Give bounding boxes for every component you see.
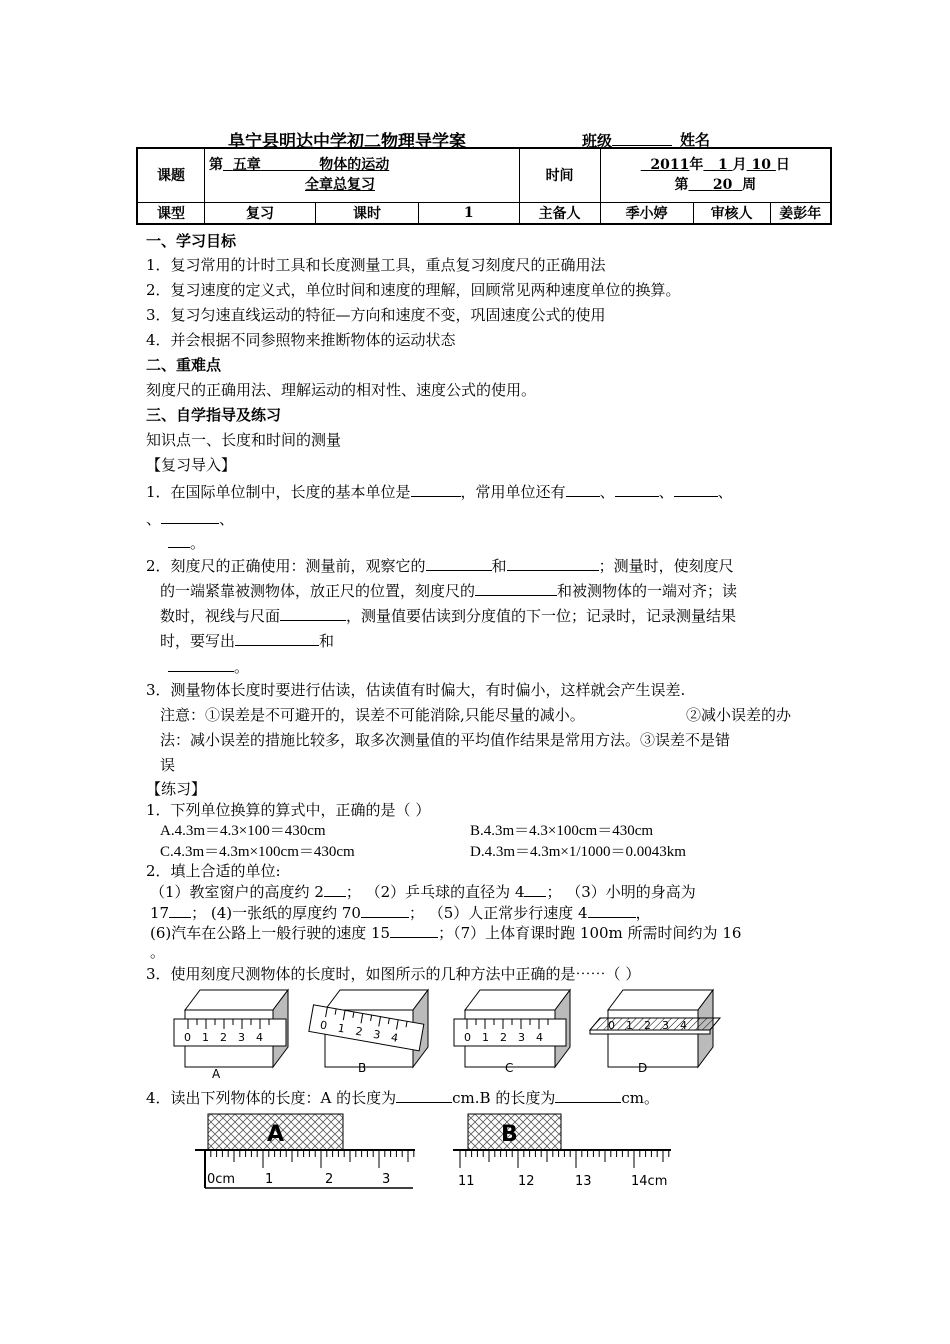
q1-blank-3[interactable]	[615, 481, 659, 497]
fig-label-c: C	[505, 1061, 514, 1075]
q1-blank-6[interactable]	[168, 532, 190, 548]
ruler-b-label-3: 14cm	[631, 1174, 668, 1189]
fig-label-b: B	[358, 1061, 367, 1075]
ruler-b-label-0: 11	[458, 1174, 475, 1189]
period-label: 课时	[316, 202, 419, 224]
p1-option-a[interactable]: A.4.3m＝4.3×100＝430cm	[160, 823, 326, 839]
year: 2011	[650, 157, 690, 174]
note-line1: 注意：①误差是不可避开的，误差不可能消除,只能尽量的减小。	[160, 706, 585, 724]
q3-text: 3．测量物体长度时要进行估读，估读值有时偏大，有时偏小，这样就会产生误差.	[146, 681, 686, 699]
length-reading-figure	[195, 1110, 685, 1195]
year-unit: 年	[689, 157, 704, 174]
q1-blank-2[interactable]	[566, 481, 600, 497]
note-line1b: ②减小误差的办	[686, 706, 792, 724]
fig-c-tick-2: 2	[500, 1031, 507, 1044]
q2-blank-6[interactable]	[168, 656, 234, 672]
ruler-a-label-3: 3	[382, 1172, 391, 1187]
q1-line1: 1．在国际单位制中，长度的基本单位是 ，常用单位还有 、 、 、	[146, 483, 733, 501]
week: 20	[712, 177, 733, 194]
class-label: 班级	[582, 132, 613, 150]
note-line3: 误	[160, 756, 176, 774]
fig-a-tick-3: 3	[238, 1031, 245, 1044]
info-table	[136, 147, 832, 225]
p1-option-c[interactable]: C.4.3m＝4.3m×100cm＝430cm	[160, 844, 355, 860]
q2-line3: 数时，视线与尺面 ，测量值要估读到分度值的下一位；记录时，记录测量结果	[160, 607, 737, 625]
q1-blank-4[interactable]	[674, 481, 718, 497]
p2-blank-6[interactable]	[390, 922, 438, 938]
topic-cell	[205, 148, 520, 202]
fig-d-tick-4: 4	[680, 1019, 687, 1032]
chapter-prefix: 第	[209, 157, 223, 174]
q2-blank-3[interactable]	[475, 580, 557, 596]
p2-line1: （1）教室窗户的高度约 2 ； （2）乒乓球的直径为 4 ； （3）小明的身高为	[150, 883, 696, 901]
review-tag: 【复习导入】	[146, 456, 237, 474]
knowledge-point-1: 知识点一、长度和时间的测量	[146, 431, 342, 449]
p2-question: 2．填上合适的单位:	[146, 862, 281, 880]
ruler-a-label-0: 0cm	[207, 1172, 236, 1187]
fig-label-d: D	[638, 1061, 648, 1075]
sec1-item-4: 4．并会根据不同参照物来推断物体的运动状态	[146, 331, 456, 349]
fig-b-tick-2: 2	[354, 1024, 364, 1039]
sec2-heading: 二、重难点	[146, 356, 222, 374]
q1-line3: 。	[168, 532, 205, 553]
preparer-label: 主备人	[519, 202, 600, 224]
day-unit: 日	[775, 157, 790, 174]
type-label: 课型	[137, 202, 205, 224]
month-unit: 月	[732, 157, 747, 174]
fig-b-tick-3: 3	[372, 1027, 382, 1042]
figure-b	[309, 990, 428, 1075]
q2-line1: 2．刻度尺的正确使用：测量前，观察它的 和 ；测量时，使刻度尺	[146, 557, 734, 575]
fig-d-tick-3: 3	[662, 1019, 669, 1032]
fig-c-tick-0: 0	[464, 1031, 471, 1044]
p2-blank-1[interactable]	[324, 881, 346, 897]
p2-blank-4[interactable]	[361, 902, 409, 918]
block-a-label: A	[267, 1122, 285, 1147]
fig-c-tick-4: 4	[536, 1031, 543, 1044]
p1-option-d[interactable]: D.4.3m＝4.3m×1/1000＝0.0043km	[470, 844, 686, 860]
sec1-item-3: 3．复习匀速直线运动的特征—方向和速度不变，巩固速度公式的使用	[146, 306, 606, 324]
fig-d-tick-2: 2	[644, 1019, 651, 1032]
ruler-methods-figure	[160, 985, 730, 1080]
topic-label: 课题	[137, 148, 205, 202]
ruler-a-label-2: 2	[325, 1172, 334, 1187]
practice-tag: 【练习】	[146, 780, 207, 798]
p4-blank-b[interactable]	[555, 1087, 621, 1103]
p2-blank-5[interactable]	[588, 902, 636, 918]
note-line2: 法：减小误差的措施比较多，取多次测量值的平均值作结果是常用方法。③误差不是错	[160, 731, 731, 749]
p2-line2: 17 ； (4)一张纸的厚度约 70 ； （5）人正常步行速度 4 ，	[150, 904, 651, 922]
figure-a	[174, 990, 288, 1080]
q2-blank-4[interactable]	[280, 605, 346, 621]
p4-line: 4．读出下列物体的长度：A 的长度为 cm.B 的长度为 cm。	[146, 1089, 659, 1107]
p2-line3: (6)汽车在公路上一般行驶的速度 15 ；（7）上体育课时跑 100m 所需时间约为 16	[150, 924, 742, 942]
type-value: 复习	[205, 202, 316, 224]
chapter: 五章 物体的运动	[232, 157, 390, 174]
ruler-b-label-2: 13	[575, 1174, 592, 1189]
sec1-item-2: 2．复习速度的定义式，单位时间和速度的理解，回顾常见两种速度单位的换算。	[146, 281, 681, 299]
fig-a-tick-0: 0	[184, 1031, 191, 1044]
chapter-title: 物体的运动	[319, 157, 390, 174]
fig-b-tick-0: 0	[319, 1018, 329, 1033]
subtitle: 全章总复习	[305, 177, 375, 194]
preparer: 季小婷	[600, 202, 693, 224]
q2-line5: 。	[168, 656, 249, 677]
p2-line4: 。	[150, 943, 166, 961]
figure-c	[454, 990, 570, 1075]
sec1-heading: 一、学习目标	[146, 232, 237, 250]
fig-c-tick-1: 1	[482, 1031, 489, 1044]
p3-question: 3．使用刻度尺测物体的长度时，如图所示的几种方法中正确的是⋯⋯（ ）	[146, 965, 641, 983]
sec1-item-1: 1．复习常用的计时工具和长度测量工具，重点复习刻度尺的正确用法	[146, 256, 606, 274]
q2-line2: 的一端紧靠被测物体，放正尺的位置，刻度尺的 和被测物体的一端对齐；读	[160, 582, 738, 600]
p4-blank-a[interactable]	[396, 1087, 452, 1103]
time-label: 时间	[519, 148, 600, 202]
time-cell	[600, 148, 831, 202]
ruler-a-group	[195, 1114, 415, 1188]
page-title: 阜宁县明达中学初二物理导学案	[228, 132, 466, 152]
class-blank[interactable]	[612, 130, 672, 146]
q1-blank-5[interactable]	[161, 508, 219, 524]
name-label: 姓名	[680, 131, 711, 149]
week-prefix: 第	[674, 177, 689, 194]
figure-d	[590, 990, 720, 1075]
q2-line4: 时，要写出 和	[160, 632, 335, 650]
p2-blank-3[interactable]	[169, 902, 191, 918]
fig-b-tick-4: 4	[389, 1030, 400, 1045]
period-value: 1	[419, 202, 520, 224]
week-unit: 周	[742, 177, 757, 194]
sec3-heading: 三、自学指导及练习	[146, 406, 282, 424]
fig-c-tick-3: 3	[518, 1031, 525, 1044]
fig-b-tick-1: 1	[336, 1021, 346, 1036]
ruler-a-label-1: 1	[265, 1172, 274, 1187]
reviewer-label: 审核人	[693, 202, 770, 224]
day: 10	[751, 157, 771, 174]
q2-blank-5[interactable]	[235, 630, 319, 646]
sec2-text: 刻度尺的正确用法、理解运动的相对性、速度公式的使用。	[146, 381, 537, 399]
ruler-b-label-1: 12	[518, 1174, 535, 1189]
fig-a-tick-1: 1	[202, 1031, 209, 1044]
month: 1	[718, 157, 728, 174]
block-b-label: B	[501, 1122, 518, 1147]
reviewer: 姜彭年	[770, 202, 831, 224]
p1-question: 1．下列单位换算的算式中，正确的是（ ）	[146, 801, 431, 819]
q1-blank-1[interactable]	[411, 481, 461, 497]
q1-line2: 、 、	[146, 510, 235, 528]
p2-blank-2[interactable]	[524, 881, 546, 897]
fig-d-tick-1: 1	[626, 1019, 633, 1032]
fig-a-tick-4: 4	[256, 1031, 263, 1044]
fig-d-tick-0: 0	[608, 1019, 615, 1032]
p1-option-b[interactable]: B.4.3m＝4.3×100cm＝430cm	[470, 823, 654, 839]
fig-a-tick-2: 2	[220, 1031, 227, 1044]
fig-label-a: A	[212, 1067, 221, 1080]
q2-blank-1[interactable]	[426, 555, 492, 571]
q2-blank-2[interactable]	[507, 555, 599, 571]
ruler-b-group	[453, 1114, 671, 1189]
